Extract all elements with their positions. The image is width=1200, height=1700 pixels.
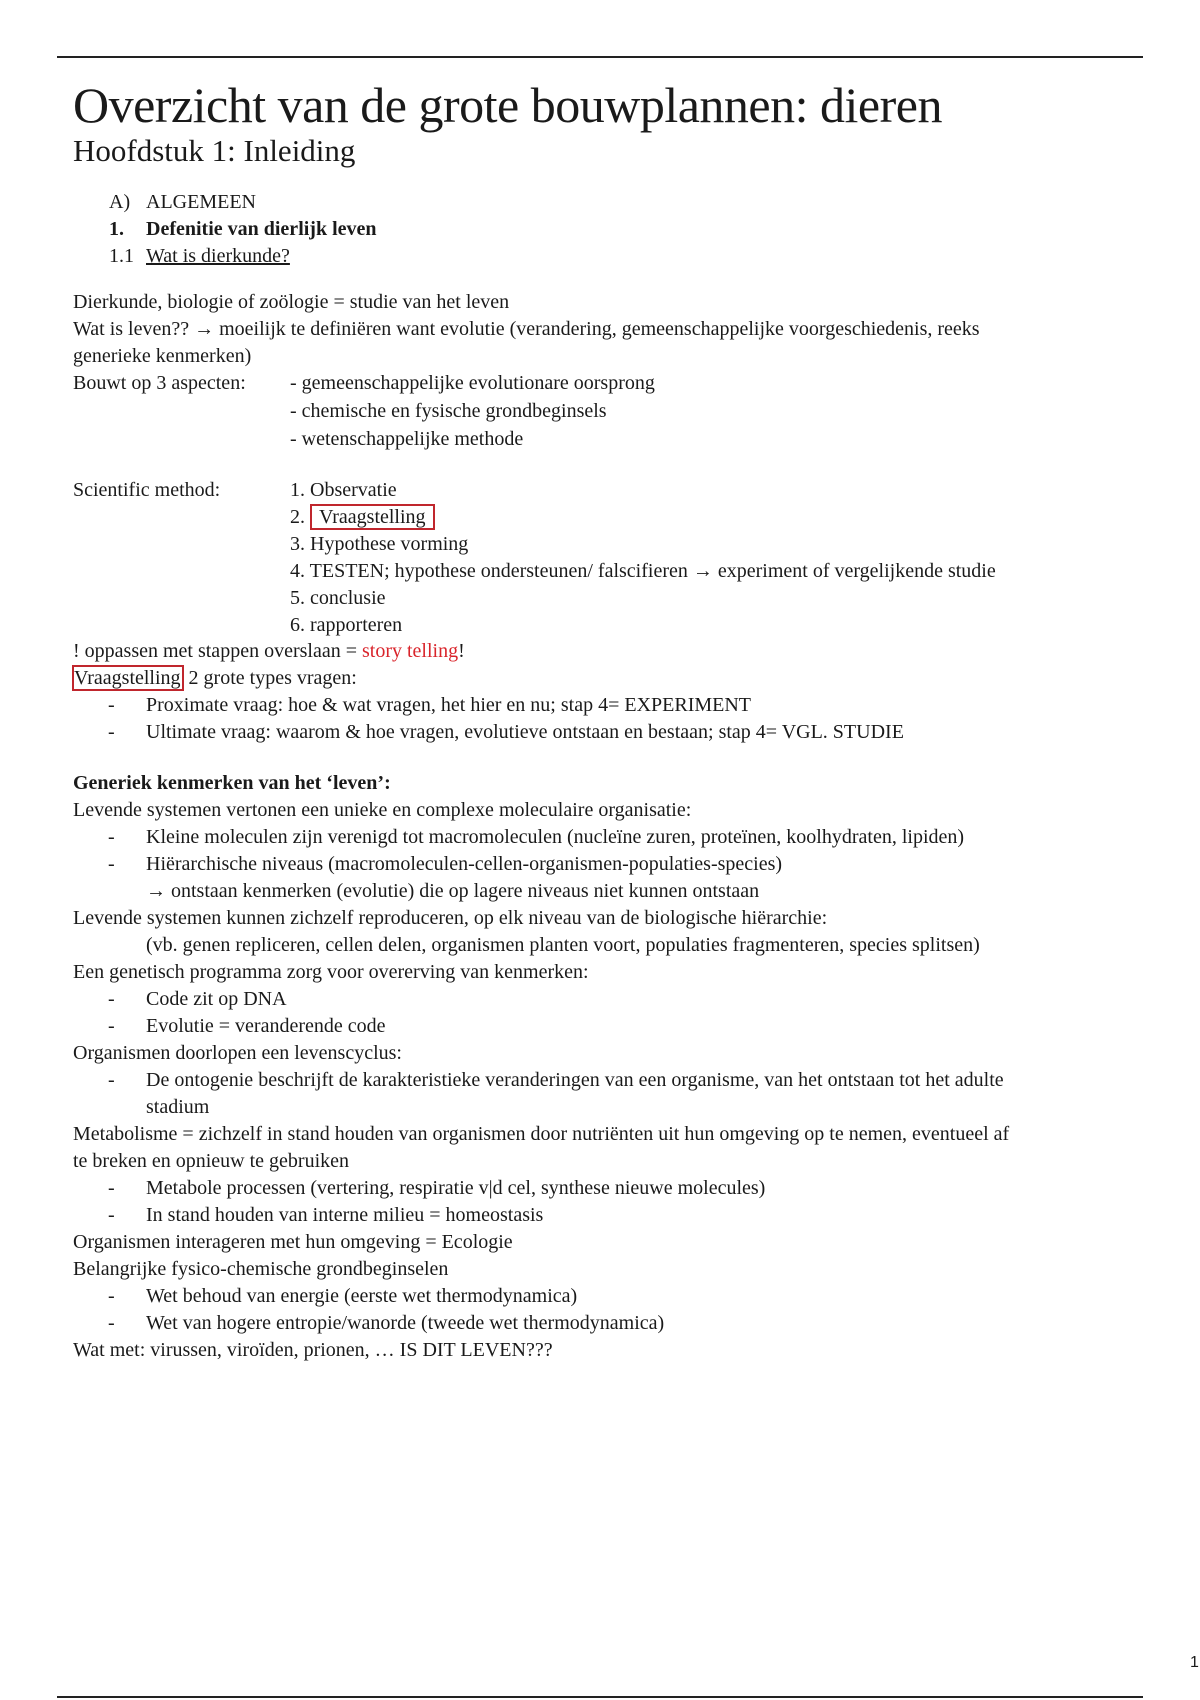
top-rule: [57, 56, 1143, 58]
aspect-item: - wetenschappelijke methode: [290, 428, 524, 450]
intro-line-2: Wat is leven?? → moeilijk te definiëren want evolutie (verandering, gemeenschappelijke voorgeschiedenis, reeks: [73, 318, 980, 340]
outline-a-label: A): [109, 191, 131, 213]
chapter-title: Hoofdstuk 1: Inleiding: [73, 133, 356, 168]
generic-p1-arrow: → ontstaan kenmerken (evolutie) die op lagere niveaus niet kunnen ontstaan: [146, 880, 760, 902]
outline-a-text: ALGEMEEN: [146, 191, 256, 213]
bullet: -: [108, 1312, 115, 1334]
generic-p2-sub: (vb. genen repliceren, cellen delen, organismen planten voort, populaties fragmenteren, species splitsen): [146, 934, 980, 956]
item-text: De ontogenie beschrijft de karakteristieke veranderingen van een organisme, van het ontstaan tot het adulte: [146, 1069, 1004, 1091]
method-step-2-highlight: Vraagstelling: [310, 504, 435, 530]
method-step: 4. TESTEN; hypothese ondersteunen/ falscifieren → experiment of vergelijkende studie: [290, 560, 996, 582]
method-label: Scientific method:: [73, 479, 221, 501]
bullet: -: [108, 853, 115, 875]
generic-p3: Een genetisch programma zorg voor overerving van kenmerken:: [73, 961, 589, 983]
item-text: Code zit op DNA: [146, 988, 287, 1010]
bullet: -: [108, 1285, 115, 1307]
method-step-2-number: 2.: [290, 506, 305, 528]
vraagstelling-highlight: Vraagstelling: [72, 665, 184, 691]
item-text: Metabole processen (vertering, respiratie v|d cel, synthese nieuwe molecules): [146, 1177, 766, 1199]
bullet: -: [108, 1069, 115, 1091]
page-title: Overzicht van de grote bouwplannen: dieren: [73, 77, 942, 133]
generic-p5-cont: te breken en opnieuw te gebruiken: [73, 1150, 350, 1172]
method-step: 6. rapporteren: [290, 614, 403, 636]
method-step: 3. Hypothese vorming: [290, 533, 469, 555]
generic-p7: Belangrijke fysico-chemische grondbeginselen: [73, 1258, 449, 1280]
bullet: -: [108, 826, 115, 848]
aspect-item: - gemeenschappelijke evolutionare oorsprong: [290, 372, 655, 394]
bottom-rule: [57, 1696, 1143, 1698]
intro-line-1: Dierkunde, biologie of zoölogie = studie van het leven: [73, 291, 510, 313]
warning-text: ! oppassen met stappen overslaan =: [73, 640, 362, 662]
generic-p1: Levende systemen vertonen een unieke en complexe moleculaire organisatie:: [73, 799, 692, 821]
item-text: In stand houden van interne milieu = homeostasis: [146, 1204, 544, 1226]
warning-highlight: story telling: [361, 640, 459, 662]
item-text: Evolutie = veranderende code: [146, 1015, 386, 1037]
generic-p6: Organismen interageren met hun omgeving = Ecologie: [73, 1231, 513, 1253]
page-number: 1: [1190, 1654, 1199, 1671]
aspect-item: - chemische en fysische grondbeginsels: [290, 400, 607, 422]
bullet: -: [108, 1204, 115, 1226]
method-step: 5. conclusie: [290, 587, 386, 609]
outline-1-label: 1.: [109, 218, 124, 240]
item-text: Wet van hogere entropie/wanorde (tweede wet thermodynamica): [146, 1312, 665, 1334]
outline-1-1-text: Wat is dierkunde?: [146, 245, 290, 267]
intro-line-3: generieke kenmerken): [73, 345, 252, 367]
item-text: Hiërarchische niveaus (macromoleculen-cellen-organismen-populaties-species): [146, 853, 783, 875]
item-text: Wet behoud van energie (eerste wet thermodynamica): [146, 1285, 578, 1307]
item-text: Kleine moleculen zijn verenigd tot macromoleculen (nucleïne zuren, proteïnen, koolhydraten, lipiden): [146, 826, 965, 848]
bullet: -: [108, 721, 115, 743]
question-text: Ultimate vraag: waarom & hoe vragen, evolutieve ontstaan en bestaan; stap 4= VGL. STUDIE: [146, 721, 904, 743]
method-warning: [73, 638, 465, 664]
generic-p2: Levende systemen kunnen zichzelf reproduceren, op elk niveau van de biologische hiërarchie:: [73, 907, 828, 929]
generic-heading: Generiek kenmerken van het ‘leven’:: [73, 772, 391, 794]
generic-p4-item-cont: stadium: [146, 1096, 210, 1118]
method-step: 1. Observatie: [290, 479, 397, 501]
bullet: -: [108, 988, 115, 1010]
outline-1-text: Defenitie van dierlijk leven: [146, 218, 377, 240]
generic-p4: Organismen doorlopen een levenscyclus:: [73, 1042, 402, 1064]
generic-p5: Metabolisme = zichzelf in stand houden van organismen door nutriënten uit hun omgeving op te nemen, eventueel af: [73, 1123, 1010, 1145]
generic-p8: Wat met: virussen, viroïden, prionen, … IS DIT LEVEN???: [73, 1339, 553, 1361]
question-types-text: 2 grote types vragen:: [183, 667, 357, 689]
question-text: Proximate vraag: hoe & wat vragen, het hier en nu; stap 4= EXPERIMENT: [146, 694, 752, 716]
bullet: -: [108, 694, 115, 716]
bullet: -: [108, 1177, 115, 1199]
aspects-label: Bouwt op 3 aspecten:: [73, 372, 246, 394]
question-types: [72, 665, 357, 691]
bullet: -: [108, 1015, 115, 1037]
outline-1-1-label: 1.1: [109, 245, 134, 267]
method-step-2: [290, 504, 435, 530]
warning-end: !: [458, 640, 465, 662]
